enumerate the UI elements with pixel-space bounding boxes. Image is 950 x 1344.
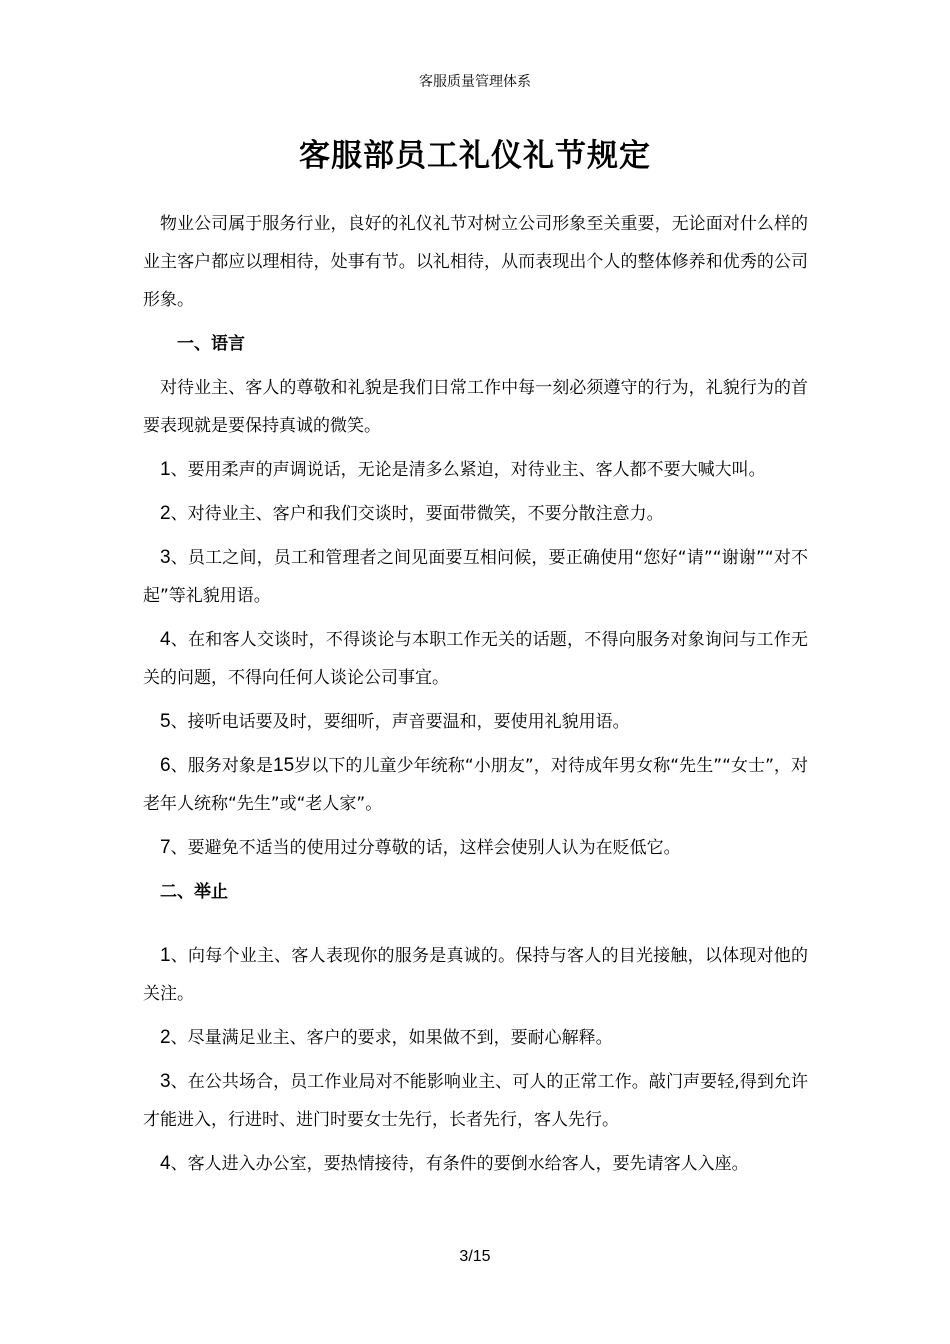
item-number: 2: [160, 1027, 171, 1048]
section-spacer: [143, 917, 808, 937]
list-item: [143, 1145, 808, 1183]
list-item: [143, 747, 808, 823]
page-number: 3/15: [459, 1248, 491, 1265]
list-item: [143, 829, 808, 867]
item-text: 、尽量满足业主、客户的要求，如果做不到，要耐心解释。: [170, 1028, 613, 1048]
item-text: 、在公共场合，员工作业局对不能影响业主、可人的正常工作。敲门声要轻,得到允许才能进入，行进时、进门时要女士先行，长者先行，客人先行。: [143, 1072, 808, 1130]
list-item: [143, 451, 808, 489]
item-number: 6: [160, 755, 171, 776]
list-item: [143, 1019, 808, 1057]
item-text: 、向每个业主、客人表现你的服务是真诚的。保持与客人的目光接触，以体现对他的关注。: [143, 946, 808, 1004]
list-item: [143, 495, 808, 533]
list-item: [143, 539, 808, 615]
document-body: [143, 205, 808, 1189]
section-heading-language: 一、语言: [177, 334, 245, 354]
list-item: [143, 1063, 808, 1139]
item-number: 1: [160, 459, 171, 480]
item-text: 、要避免不适当的使用过分尊敬的话，这样会使别人认为在贬低它。: [170, 838, 681, 858]
item-number: 4: [160, 629, 171, 650]
inline-number: 15: [273, 755, 295, 776]
item-number: 4: [160, 1153, 171, 1174]
item-number: 3: [160, 1071, 171, 1092]
item-text: 、客人进入办公室，要热情接待，有条件的要倒水给客人，要先请客人入座。: [170, 1154, 749, 1174]
item-number: 5: [160, 711, 171, 732]
item-text: 、对待业主、客户和我们交谈时，要面带微笑，不要分散注意力。: [170, 504, 664, 524]
item-text: 、要用柔声的声调说话，无论是清多么紧迫，对待业主、客人都不要大喊大叫。: [170, 460, 766, 480]
item-text: 、在和客人交谈时，不得谈论与本职工作无关的话题，不得向服务对象询问与工作无关的问题，不得向任何人谈论公司事宜。: [143, 630, 808, 688]
item-text: 、接听电话要及时，要细听，声音要温和，要使用礼貌用语。: [170, 712, 630, 732]
list-item: [143, 621, 808, 697]
page-header: 客服质量管理体系: [419, 74, 531, 90]
item-number: 3: [160, 547, 171, 568]
intro-paragraph: 物业公司属于服务行业，良好的礼仪礼节对树立公司形象至关重要，无论面对什么样的业主客户都应以理相待，处事有节。以礼相待，从而表现出个人的整体修养和优秀的公司形象。: [143, 214, 808, 310]
item-number: 2: [160, 503, 171, 524]
list-item: [143, 937, 808, 1013]
item-text: 、服务对象是: [170, 756, 274, 776]
page-title: 客服部员工礼仪礼节规定: [299, 138, 651, 174]
section-heading-behavior: 二、举止: [160, 882, 228, 902]
list-item: [143, 703, 808, 741]
item-number: 1: [160, 945, 171, 966]
item-text: 、员工之间，员工和管理者之间见面要互相问候，要正确使用“您好“请”“谢谢”“对不起”等礼貌用语。: [143, 548, 808, 606]
item-text: 岁以下的儿童少年统称“小朋友”，对待成年男女称“先生”“女士”，对老年人统称“先生”或“老人家”。: [143, 756, 808, 814]
section-lead-paragraph: 对待业主、客人的尊敬和礼貌是我们日常工作中每一刻必须遵守的行为，礼貌行为的首要表现就是要保持真诚的微笑。: [143, 378, 808, 436]
item-number: 7: [160, 837, 171, 858]
